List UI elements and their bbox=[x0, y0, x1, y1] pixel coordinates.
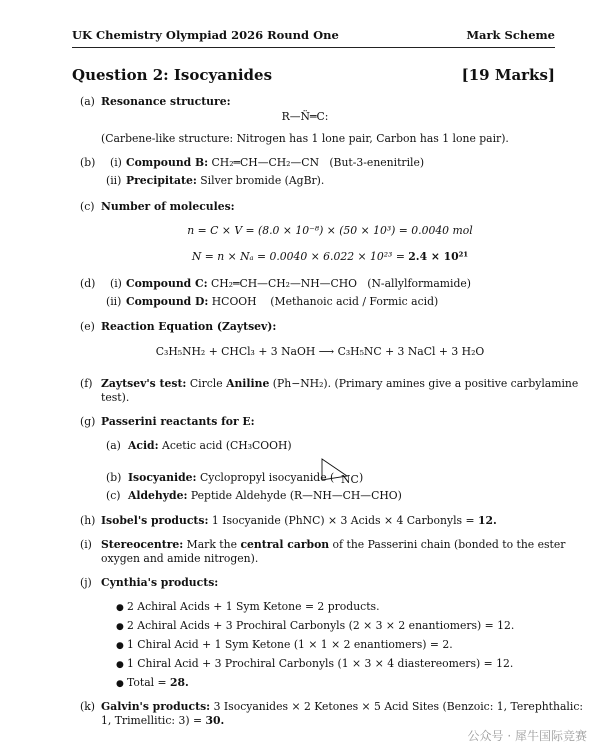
central-carbon-answer: central carbon bbox=[240, 538, 330, 551]
zaytsev-test-label: Zaytsev's test: bbox=[101, 377, 187, 390]
part-b-i-answer bbox=[126, 156, 424, 170]
part-j-label: (j) bbox=[80, 576, 92, 589]
part-f-text-2: (Ph−NH₂). (Primary amines give a positive carbylamine bbox=[269, 377, 579, 390]
total-line bbox=[127, 676, 189, 690]
compound-d-name: (Methanoic acid / Formic acid) bbox=[270, 295, 439, 308]
part-b-ii-answer bbox=[126, 174, 324, 188]
compound-b-label: Compound B: bbox=[126, 156, 209, 169]
aldehyde-text: Peptide Aldehyde (R—NH—CH—CHO) bbox=[190, 489, 402, 502]
part-i-line1 bbox=[101, 538, 565, 552]
part-f-label: (f) bbox=[80, 377, 93, 390]
part-g-c-answer bbox=[128, 489, 402, 503]
list-item: 2 Achiral Acids + 1 Sym Ketone = 2 products. bbox=[127, 600, 380, 613]
watermark: 公众号 · 犀牛国际竞赛 bbox=[467, 729, 587, 743]
part-d-i-label: (i) bbox=[110, 277, 122, 290]
isocyanide-close-paren: ) bbox=[359, 471, 364, 484]
isobel-products-text: 1 Isocyanide (PhNC) × 3 Acids × 4 Carbonyls = bbox=[208, 514, 478, 527]
part-b-label: (b) bbox=[80, 156, 96, 169]
compound-b-formula: CH₂═CH—CH₂—CN bbox=[211, 156, 320, 169]
precipitate-label: Precipitate: bbox=[126, 174, 197, 187]
part-g-a-answer bbox=[128, 439, 292, 453]
part-g-b-answer bbox=[128, 471, 334, 485]
part-d-ii-answer bbox=[126, 295, 438, 309]
isobel-products-result: 12. bbox=[478, 514, 497, 527]
compound-c-name: (N-allylformamide) bbox=[367, 277, 472, 290]
question-marks: [19 Marks] bbox=[461, 66, 555, 84]
part-j-heading: Cynthia's products: bbox=[101, 576, 219, 589]
header-right: Mark Scheme bbox=[466, 28, 555, 42]
part-k-line2 bbox=[101, 714, 224, 728]
compound-b-name: (But-3-enenitrile) bbox=[329, 156, 425, 169]
part-i-text-2: of the Passerini chain (bonded to the ester bbox=[329, 538, 566, 551]
part-a-note: (Carbene-like structure: Nitrogen has 1 lone pair, Carbon has 1 lone pair). bbox=[101, 132, 509, 145]
molecules-equation-text: N = n × Nₐ = 0.0040 × 6.022 × 10²³ = bbox=[191, 250, 409, 263]
part-f-line1 bbox=[101, 377, 578, 391]
part-b-ii-label: (ii) bbox=[106, 174, 122, 187]
part-h-label: (h) bbox=[80, 514, 96, 527]
part-d-label: (d) bbox=[80, 277, 96, 290]
list-item: 1 Chiral Acid + 1 Sym Ketone (1 × 1 × 2 enantiomers) = 2. bbox=[127, 638, 453, 651]
bullet-icon: ● bbox=[116, 603, 124, 613]
part-i-line2: oxygen and amide nitrogen). bbox=[101, 552, 259, 565]
part-c-heading: Number of molecules: bbox=[101, 200, 235, 213]
header-title: UK Chemistry Olympiad 2026 Round One bbox=[72, 28, 339, 42]
part-d-ii-label: (ii) bbox=[106, 295, 122, 308]
part-d-i-answer bbox=[126, 277, 471, 291]
part-a-heading: Resonance structure: bbox=[101, 95, 231, 108]
stereocentre-label: Stereocentre: bbox=[101, 538, 184, 551]
moles-equation: n = C × V = (8.0 × 10⁻⁸) × (50 × 10³) = 0.0040 mol bbox=[187, 224, 473, 237]
part-g-label: (g) bbox=[80, 415, 96, 428]
molecules-equation bbox=[180, 250, 480, 264]
galvin-products-label: Galvin's products: bbox=[101, 700, 211, 713]
part-f-line2: test). bbox=[101, 391, 130, 404]
part-e-label: (e) bbox=[80, 320, 95, 333]
part-g-c-label: (c) bbox=[106, 489, 121, 502]
galvin-products-text-2: 1, Trimellitic: 3) = bbox=[101, 714, 206, 727]
part-e-heading: Reaction Equation (Zaytsev): bbox=[101, 320, 277, 333]
bullet-icon: ● bbox=[116, 660, 124, 670]
bullet-icon: ● bbox=[116, 641, 124, 651]
part-b-i-label: (i) bbox=[110, 156, 122, 169]
isocyanide-nc-group: NC bbox=[341, 473, 359, 486]
part-g-heading: Passerini reactants for E: bbox=[101, 415, 255, 428]
compound-d-formula: HCOOH bbox=[211, 295, 257, 308]
list-item: 1 Chiral Acid + 3 Prochiral Carbonyls (1 × 3 × 4 diastereomers) = 12. bbox=[127, 657, 514, 670]
part-h-answer bbox=[101, 514, 497, 528]
molecules-result: 2.4 × 10²¹ bbox=[408, 250, 469, 263]
part-g-b-label: (b) bbox=[106, 471, 122, 484]
part-g-a-label: (a) bbox=[106, 439, 121, 452]
aldehyde-label: Aldehyde: bbox=[128, 489, 188, 502]
header-rule bbox=[72, 47, 555, 48]
bullet-icon: ● bbox=[116, 622, 124, 632]
compound-c-label: Compound C: bbox=[126, 277, 208, 290]
isocyanide-resonance-structure: R—N̈═C: bbox=[281, 110, 329, 123]
acid-text: Acetic acid (CH₃COOH) bbox=[162, 439, 292, 452]
reaction-equation: C₃H₅NH₂ + CHCl₃ + 3 NaOH ⟶ C₃H₅NC + 3 NaCl + 3 H₂O bbox=[155, 345, 485, 358]
part-i-label: (i) bbox=[80, 538, 92, 551]
total-text: Total = bbox=[127, 676, 171, 689]
total-value: 28. bbox=[170, 676, 189, 689]
galvin-products-result: 30. bbox=[205, 714, 225, 727]
acid-label: Acid: bbox=[128, 439, 159, 452]
part-i-text-1: Mark the bbox=[183, 538, 241, 551]
isocyanide-label: Isocyanide: bbox=[128, 471, 197, 484]
aniline-answer: Aniline bbox=[226, 377, 270, 390]
part-k-line1 bbox=[101, 700, 583, 714]
compound-c-formula: CH₂═CH—CH₂—NH—CHO bbox=[211, 277, 357, 290]
isobel-products-label: Isobel's products: bbox=[101, 514, 209, 527]
part-a-label: (a) bbox=[80, 95, 95, 108]
compound-d-label: Compound D: bbox=[126, 295, 209, 308]
galvin-products-text: 3 Isocyanides × 2 Ketones × 5 Acid Sites (Benzoic: 1, Terephthalic: bbox=[210, 700, 584, 713]
list-item: 2 Achiral Acids + 3 Prochiral Carbonyls (2 × 3 × 2 enantiomers) = 12. bbox=[127, 619, 515, 632]
page-header bbox=[72, 28, 555, 44]
precipitate-text: Silver bromide (AgBr). bbox=[200, 174, 325, 187]
question-title: Question 2: Isocyanides bbox=[72, 66, 273, 84]
part-f-text-1: Circle bbox=[186, 377, 227, 390]
part-k-label: (k) bbox=[80, 700, 95, 713]
isocyanide-text: Cyclopropyl isocyanide ( bbox=[199, 471, 335, 484]
bullet-icon: ● bbox=[116, 679, 124, 689]
part-c-label: (c) bbox=[80, 200, 95, 213]
